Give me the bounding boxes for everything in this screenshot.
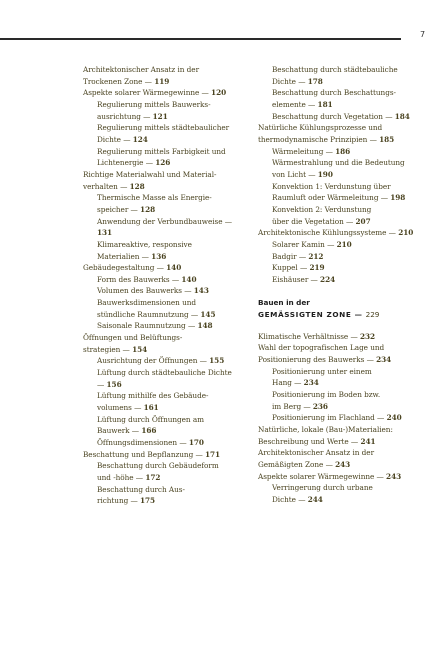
toc-entry xyxy=(83,239,253,251)
toc-entry xyxy=(83,169,253,181)
toc-entry-text: Aspekte solarer Wärmegewinne — xyxy=(258,471,387,481)
toc-entry xyxy=(83,216,253,228)
toc-entry-page: 121 xyxy=(152,111,168,121)
toc-entry xyxy=(83,146,253,158)
toc-entry xyxy=(83,227,253,239)
toc-entry-text: Thermische Masse als Energie- xyxy=(97,193,212,203)
toc-entry xyxy=(83,402,253,414)
toc-entry-text: Lüftung mithilfe des Gebäude- xyxy=(97,391,209,401)
toc-entry-page: 243 xyxy=(335,460,351,469)
toc-entry-text: ausrichtung — xyxy=(97,111,153,121)
toc-entry-text: elemente — xyxy=(272,99,318,109)
toc-entry-text: Anwendung der Verbundbauweise — xyxy=(97,216,232,226)
toc-entry-text: Ausrichtung der Öffnungen — xyxy=(97,356,210,366)
toc-entry-page: 128 xyxy=(140,204,156,214)
toc-entry xyxy=(258,262,418,274)
toc-entry-page: 181 xyxy=(317,99,333,109)
toc-entry xyxy=(83,332,253,344)
toc-entry-page: 119 xyxy=(154,76,170,86)
toc-entry xyxy=(83,76,253,88)
toc-column-left xyxy=(83,64,253,507)
toc-entry xyxy=(258,251,418,263)
toc-entry xyxy=(83,414,253,426)
toc-entry-text: Richtige Materialwahl und Material- xyxy=(83,169,217,179)
toc-entry-text: Materialien — xyxy=(97,251,152,261)
toc-entry xyxy=(83,192,253,204)
toc-entry xyxy=(258,494,418,506)
toc-entry xyxy=(258,146,418,158)
toc-entry-page: 207 xyxy=(355,216,371,226)
toc-entry-text: Positionierung im Boden bzw. xyxy=(272,390,381,400)
toc-entry-text: Trockenen Zone — xyxy=(83,76,155,86)
toc-entry-text: Konvektion 1: Verdunstung über xyxy=(272,181,391,191)
toc-entry xyxy=(83,320,253,332)
toc-entry-page: 234 xyxy=(303,378,319,388)
toc-entry-text: richtung — xyxy=(97,496,140,506)
toc-entry-page: 154 xyxy=(132,344,148,354)
toc-entry-text: Dichte — xyxy=(272,494,308,504)
toc-entry xyxy=(258,447,418,459)
toc-group-temperate xyxy=(258,331,418,506)
toc-entry-text: verhalten — xyxy=(83,181,130,191)
toc-entry-text: thermodynamische Prinzipien — xyxy=(258,134,380,144)
section-heading-title: GEMÄSSIGTEN ZONE — xyxy=(258,310,366,320)
toc-entry-page: 219 xyxy=(309,263,325,273)
toc-entry xyxy=(258,216,418,228)
toc-entry-page: 148 xyxy=(197,321,213,331)
toc-entry-text: Positionierung des Bauwerks — xyxy=(258,355,377,365)
toc-entry xyxy=(258,342,418,354)
header-rule xyxy=(0,38,401,40)
toc-entry-text: Dichte — xyxy=(272,76,308,86)
toc-entry xyxy=(83,251,253,263)
toc-entry xyxy=(258,366,418,378)
toc-entry-page: 124 xyxy=(132,134,148,144)
toc-entry xyxy=(258,459,418,471)
toc-entry-text: Gemäßigten Zone — xyxy=(258,460,336,469)
section-heading-line1: Bauen in der xyxy=(258,298,310,308)
toc-entry-page: 243 xyxy=(386,471,402,481)
toc-entry xyxy=(258,76,418,88)
toc-entry xyxy=(83,87,253,99)
toc-entry-text: Beschattung durch Vegetation — xyxy=(272,111,395,121)
toc-entry-text: Positionierung im Flachland — xyxy=(272,413,387,423)
toc-entry-page: 186 xyxy=(335,146,351,156)
toc-entry-page: 178 xyxy=(307,76,323,86)
toc-entry xyxy=(258,111,418,123)
toc-entry xyxy=(83,285,253,297)
toc-entry-text: Natürliche, lokale (Bau-)Materialien: xyxy=(258,425,393,435)
toc-entry-text: Architektonische Kühlungssysteme — xyxy=(258,228,399,238)
toc-entry xyxy=(83,484,253,496)
section-heading-page: 229 xyxy=(365,310,380,320)
toc-entry-text: stündliche Raumnutzung — xyxy=(97,309,201,319)
toc-entry-page: 244 xyxy=(307,494,323,504)
toc-entry-text: Gebäudegestaltung — xyxy=(83,263,167,273)
toc-entry-text: Solarer Kamin — xyxy=(272,239,337,249)
toc-entry xyxy=(258,204,418,216)
toc-entry-text: Wärmeleitung — xyxy=(272,146,336,156)
toc-entry-text: Saisonale Raumnutzung — xyxy=(97,321,198,331)
toc-group-arid-continued xyxy=(258,64,418,285)
toc-entry-page: 175 xyxy=(140,496,156,506)
toc-entry-page: 171 xyxy=(205,449,221,459)
toc-entry-text: Lüftung durch städtebauliche Dichte xyxy=(97,368,232,378)
toc-entry-page: 155 xyxy=(209,356,225,366)
toc-entry xyxy=(258,169,418,181)
toc-entry-page: 143 xyxy=(193,286,209,296)
toc-entry xyxy=(83,297,253,309)
toc-entry-text: speicher — xyxy=(97,204,141,214)
toc-entry-page: 212 xyxy=(308,251,324,261)
toc-entry xyxy=(83,379,253,391)
toc-entry-text: Beschattung durch Beschattungs- xyxy=(272,88,396,98)
toc-entry-text: — xyxy=(97,379,107,389)
toc-entry xyxy=(258,274,418,286)
toc-entry xyxy=(258,134,418,146)
toc-entry-text: Öffnungsdimensionen — xyxy=(97,438,189,447)
toc-entry-text: volumens — xyxy=(97,403,144,413)
toc-entry xyxy=(83,204,253,216)
toc-entry-text: Klimatische Verhältnisse — xyxy=(258,331,360,341)
toc-entry-page: 161 xyxy=(143,403,159,413)
toc-entry xyxy=(258,482,418,494)
toc-entry-text: im Berg — xyxy=(272,401,313,411)
toc-entry-text: Aspekte solarer Wärmegewinne — xyxy=(83,88,212,98)
toc-entry-page: 140 xyxy=(166,263,182,273)
toc-entry-page: 190 xyxy=(317,169,333,179)
toc-entry-text: Verringerung durch urbane xyxy=(272,483,373,493)
toc-entry-text: Regulierung mittels Bauwerks- xyxy=(97,99,211,109)
toc-entry-page: 241 xyxy=(360,436,376,446)
toc-entry-text: Wärmestrahlung und die Bedeutung xyxy=(272,158,405,168)
section-spacer xyxy=(258,285,418,297)
toc-entry-page: 170 xyxy=(188,438,204,447)
toc-entry-page: 145 xyxy=(200,309,216,319)
toc-entry xyxy=(258,157,418,169)
toc-entry-text: von Licht — xyxy=(272,169,318,179)
toc-entry-page: 172 xyxy=(145,472,161,482)
toc-entry xyxy=(83,472,253,484)
toc-entry-page: 240 xyxy=(386,413,402,423)
toc-entry-page: 120 xyxy=(211,88,227,98)
toc-entry-text: Architektonischer Ansatz in der xyxy=(258,448,375,458)
toc-entry xyxy=(83,425,253,437)
toc-entry xyxy=(83,367,253,379)
toc-entry-text: Lüftung durch Öffnungen am xyxy=(97,414,204,424)
toc-entry xyxy=(83,449,253,461)
toc-entry-text: Kuppel — xyxy=(272,263,310,273)
toc-entry xyxy=(83,64,253,76)
toc-entry-text: Bauwerk — xyxy=(97,426,142,436)
toc-entry-text: Beschattung durch städtebauliche xyxy=(272,65,398,74)
toc-entry-text: Wahl der topografischen Lage und xyxy=(258,343,385,353)
toc-entry-page: 185 xyxy=(379,134,395,144)
toc-entry-text: Natürliche Kühlungsprozesse und xyxy=(258,123,383,133)
toc-entry xyxy=(258,436,418,448)
toc-entry-page: 166 xyxy=(141,426,157,436)
toc-entry xyxy=(83,274,253,286)
toc-entry xyxy=(83,390,253,402)
toc-entry-text: Form des Bauwerks — xyxy=(97,274,182,284)
toc-entry-text: Beschattung durch Aus- xyxy=(97,484,185,494)
toc-entry xyxy=(258,377,418,389)
toc-entry xyxy=(258,401,418,413)
toc-entry-page: 210 xyxy=(336,239,352,249)
toc-entry-page: 236 xyxy=(312,401,328,411)
toc-entry xyxy=(83,262,253,274)
toc-entry xyxy=(258,192,418,204)
toc-entry-page: 210 xyxy=(398,228,414,238)
toc-entry xyxy=(83,460,253,472)
section-heading xyxy=(258,297,418,320)
toc-entry xyxy=(258,227,418,239)
toc-entry-text: Volumen des Bauwerks — xyxy=(97,286,194,296)
toc-entry-text: und -höhe — xyxy=(97,472,146,482)
toc-entry-page: 140 xyxy=(181,274,197,284)
toc-entry xyxy=(83,437,253,449)
toc-entry-text: Dichte — xyxy=(97,134,133,144)
toc-entry xyxy=(258,354,418,366)
toc-entry-text: Hang — xyxy=(272,378,304,388)
toc-entry-text: Bauwerksdimensionen und xyxy=(97,298,197,308)
toc-entry xyxy=(83,355,253,367)
toc-entry xyxy=(83,122,253,134)
toc-entry xyxy=(258,412,418,424)
toc-entry-page: 232 xyxy=(359,331,376,341)
toc-entry-text: Öffnungen und Belüftungs- xyxy=(83,333,183,343)
toc-entry xyxy=(83,495,253,507)
toc-entry-page: 198 xyxy=(390,193,406,203)
toc-entry xyxy=(83,157,253,169)
toc-entry-page: 224 xyxy=(320,274,336,284)
toc-entry xyxy=(83,181,253,193)
toc-entry xyxy=(83,344,253,356)
toc-entry-text: Klimareaktive, responsive xyxy=(97,239,192,249)
toc-column-right xyxy=(258,64,418,506)
toc-entry xyxy=(258,181,418,193)
toc-entry xyxy=(258,471,418,483)
toc-entry xyxy=(83,99,253,111)
toc-entry-text: Konvektion 2: Verdunstung xyxy=(272,204,372,214)
toc-entry-text: Eishäuser — xyxy=(272,274,321,284)
toc-entry xyxy=(258,239,418,251)
toc-entry-page: 156 xyxy=(106,379,122,389)
page-number: 7 xyxy=(420,30,426,39)
toc-entry-text: Architektonischer Ansatz in der xyxy=(83,65,200,74)
toc-entry-page: 131 xyxy=(97,228,113,238)
toc-entry-text: über die Vegetation — xyxy=(272,216,356,226)
toc-entry-page: 234 xyxy=(376,355,392,365)
toc-entry-text: Raumluft oder Wärmeleitung — xyxy=(272,193,391,203)
toc-entry xyxy=(258,64,418,76)
toc-entry-text: Beschreibung und Werte — xyxy=(258,436,361,446)
section-spacer xyxy=(258,321,418,331)
toc-entry-page: 126 xyxy=(155,158,171,168)
toc-entry-text: Beschattung durch Gebäudeform xyxy=(97,461,219,471)
toc-entry-text: Badgir — xyxy=(272,251,309,261)
toc-entry-page: 128 xyxy=(129,181,145,191)
toc-entry-page: 184 xyxy=(394,111,410,121)
toc-entry xyxy=(258,424,418,436)
toc-entry-text: Beschattung und Bepflanzung — xyxy=(83,449,205,459)
toc-entry-text: Regulierung mittels Farbigkeit und xyxy=(97,146,226,156)
section-heading-line2 xyxy=(258,309,418,321)
toc-entry xyxy=(258,331,418,343)
toc-entry xyxy=(83,111,253,123)
toc-entry-text: strategien — xyxy=(83,344,133,354)
toc-entry xyxy=(258,389,418,401)
toc-entry xyxy=(258,122,418,134)
toc-entry-text: Regulierung mittels städtebaulicher xyxy=(97,123,230,133)
toc-entry-text: Positionierung unter einem xyxy=(272,366,372,376)
toc-entry xyxy=(258,87,418,99)
toc-entry xyxy=(258,99,418,111)
toc-entry xyxy=(83,134,253,146)
toc-entry-page: 136 xyxy=(151,251,167,261)
toc-entry xyxy=(83,309,253,321)
toc-entry-text: Lichtenergie — xyxy=(97,158,156,168)
